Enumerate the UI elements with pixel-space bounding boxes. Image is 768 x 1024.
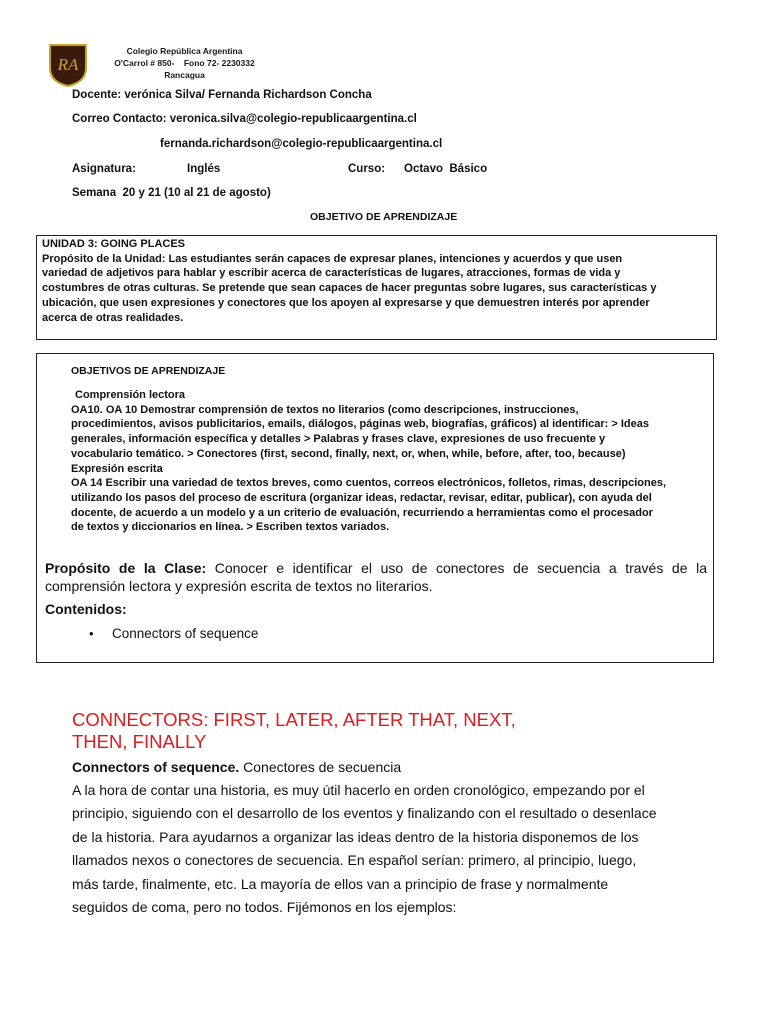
correo-1[interactable]: veronica.silva@colegio-republicaargentina.cl [169,113,417,125]
purpose-line: ubicación, que usen expresiones y conectores que los apoyen al expresarse y que demuestren interés por aprender [42,296,650,309]
paragraph-line: más tarde, finalmente, etc. La mayoría de ellos van a principio de frase y normalmente [72,875,609,892]
contenidos-label: Contenidos: [45,601,127,617]
asignatura-label: Asignatura: [72,163,136,175]
paragraph-line: seguidos de coma, pero no todos. Fijémonos en los ejemplos: [72,899,457,916]
paragraph-line: principio, siguiendo con el desarrollo de los eventos y finalizando con el resultado o desenlace [72,805,657,822]
school-city: Rancagua [164,70,205,80]
purpose-line: costumbres de otras culturas. Se pretende que sean capaces de hacer preguntas sobre lugares, sus características y [42,282,657,295]
oa14-line: OA 14 Escribir una variedad de textos breves, como cuentos, correos electrónicos, folletos, rimas, descripciones, [71,477,667,490]
lesson-title [72,709,516,753]
proposito-label: Propósito de la Clase: [45,560,207,576]
contenidos-bullet: • [89,626,94,641]
paragraph-line: de la historia. Para ayudarnos a organizar las ideas dentro de la historia disponemos de los [72,828,639,845]
logo-text: RA [57,55,79,74]
oa14-line: de textos y diccionarios en línea. > Escriben textos variados. [71,521,390,534]
correo-2[interactable]: fernanda.richardson@colegio-republicaargentina.cl [160,138,443,150]
proposito-line-1 [45,559,707,577]
purpose-label: Propósito de la Unidad: [42,252,166,265]
objectives-heading: OBJETIVOS DE APRENDIZAJE [71,365,226,377]
proposito-text: Conocer e identificar el uso de conectores de secuencia a través de la [206,560,707,576]
expresion-heading: Expresión escrita [71,462,163,475]
curso-value: Octavo Básico [404,163,488,175]
oa10-line: OA10. OA 10 Demostrar comprensión de textos no literarios (como descripciones, instrucciones, [71,403,579,416]
docente-line: Docente: verónica Silva/ Fernanda Richardson Concha [72,89,372,101]
subtitle-bold: Connectors of sequence. [72,759,240,775]
asignatura-value: Inglés [187,163,221,175]
correo-line [72,113,417,125]
oa10-line: generales, información específica y detalles > Palabras y frases clave, expresiones de uso frecuente y [71,433,606,446]
school-header [92,45,277,81]
school-name: Colegio República Argentina [126,46,243,56]
purpose-line: acerca de otras realidades. [42,311,184,324]
purpose-line: variedad de adjetivos para hablar y escribir acerca de características de lugares, atracciones, formas de vida y [42,267,621,280]
lesson-title-line: THEN, FINALLY [72,731,207,752]
unit-box [36,235,717,340]
unit-title: UNIDAD 3: GOING PLACES [42,238,186,250]
oa14-line: docente, de acuerdo a un modelo y a un criterio de evaluación, recurriendo a herramientas como el procesador [71,506,653,519]
subtitle-rest: Conectores de secuencia [239,759,402,775]
lesson-paragraph [72,779,656,919]
lesson-subtitle [72,756,401,779]
oa14-line: utilizando los pasos del proceso de escritura (organizar ideas, redactar, revisar, editar, publicar), con ayuda del [71,491,652,504]
school-address: O'Carrol # 850- Fono 72- 2230332 [114,58,255,68]
curso-label: Curso: [348,163,386,175]
purpose-line: Las estudiantes serán capaces de expresar planes, intenciones y acuerdos y que usen [165,252,623,265]
semana-line: Semana 20 y 21 (10 al 21 de agosto) [72,187,271,199]
correo-label: Correo Contacto: [72,113,167,125]
objectives-box [36,353,714,663]
comprension-heading: Comprensión lectora [75,389,186,401]
oa10-line: procedimientos, avisos publicitarios, emails, diálogos, páginas web, biografías, gráficos) al identificar: > Ideas [71,418,649,431]
paragraph-line: llamados nexos o conectores de secuencia. En español serían: primero, al principio, luego, [72,852,637,869]
school-logo [47,42,89,88]
oa10-line: vocabulario temático. > Conectores (first, second, finally, next, or, when, while, before, after, too, because) [71,447,626,460]
unit-box-content [42,237,656,325]
objetivo-heading: OBJETIVO DE APRENDIZAJE [310,211,458,223]
proposito-line-2: comprensión lectora y expresión escrita de textos no literarios. [45,578,433,594]
paragraph-line: A la hora de contar una historia, es muy útil hacerlo en orden cronológico, empezando por el [72,782,645,798]
lesson-title-line: CONNECTORS: FIRST, LATER, AFTER THAT, NEXT, [72,709,516,730]
objectives-content [71,388,666,535]
contenidos-item: Connectors of sequence [112,626,259,641]
